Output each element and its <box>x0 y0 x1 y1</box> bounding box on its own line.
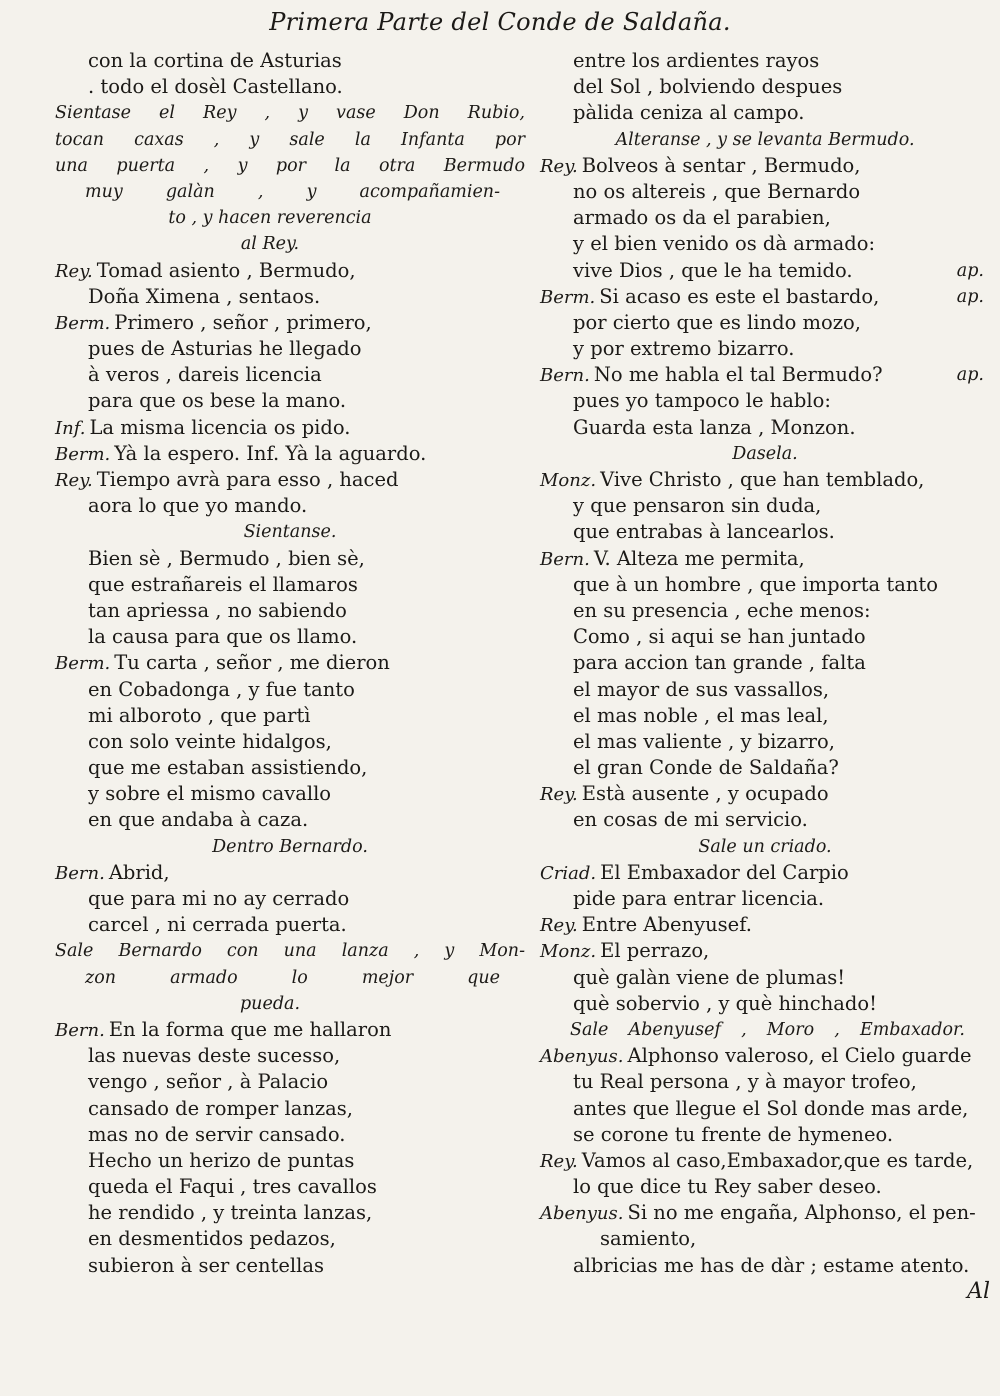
line-text: con solo veinte hidalgos, <box>88 729 332 753</box>
verse-line <box>540 258 990 284</box>
line-text: el mas valiente , y bizarro, <box>573 729 835 753</box>
stage-direction <box>55 991 525 1017</box>
catchword: Al <box>967 1279 990 1304</box>
line-text: tan apriessa , no sabiendo <box>88 598 347 622</box>
line-text: Guarda esta lanza , Monzon. <box>573 415 856 439</box>
line-text: aora lo que yo mando. <box>88 494 308 518</box>
speaker-label: Rey. <box>55 470 93 491</box>
verse-text: Entre Abenyusef. <box>581 913 752 937</box>
verse-line <box>540 1122 990 1148</box>
verse-line <box>540 519 990 545</box>
speaker-label: Inf. <box>55 417 86 439</box>
page-header: Primera Parte del Conde de Saldaña. <box>269 8 731 36</box>
verse-line <box>540 415 990 441</box>
speech-line <box>55 415 525 441</box>
verse-line <box>55 1226 525 1252</box>
verse-line <box>540 572 990 598</box>
speaker-label: Bern. <box>55 862 105 884</box>
line-text: que estrañareis el llamaros <box>88 572 358 596</box>
verse-text: V. Alteza me permita, <box>593 546 805 570</box>
verse-line <box>540 965 990 991</box>
speaker-label: Monz. <box>540 470 597 491</box>
line-text: y el bien venido os dà armado: <box>573 232 876 256</box>
verse-line <box>540 598 990 624</box>
verse-line <box>540 755 990 781</box>
verse-line <box>55 886 525 912</box>
aside-marker: ap. <box>956 365 984 386</box>
speech-line <box>540 284 990 310</box>
verse-line <box>55 729 525 755</box>
verse-text: El perrazo, <box>600 939 710 963</box>
verse-text: Alphonso valeroso, el Cielo guarde <box>627 1044 972 1068</box>
line-text: entre los ardientes rayos <box>573 49 820 72</box>
verse-line <box>55 546 525 572</box>
verse-text: Yà la espero. Inf. Yà la aguardo. <box>114 441 427 465</box>
verse-line <box>540 1096 990 1122</box>
line-text: con la cortina de Asturias <box>88 49 342 72</box>
verse-line <box>55 572 525 598</box>
verse-line <box>55 1253 525 1279</box>
verse-line <box>55 677 525 703</box>
line-text: pueda. <box>239 993 301 1014</box>
speaker-label: Berm. <box>55 653 111 675</box>
stage-direction <box>55 127 525 153</box>
line-text: mi alboroto , que partì <box>88 703 311 727</box>
verse-line <box>540 1174 990 1200</box>
verse-line <box>55 48 525 74</box>
speaker-label: Rey. <box>540 155 578 177</box>
line-text: al Rey. <box>240 234 300 255</box>
line-text: vengo , señor , à Palacio <box>88 1070 329 1094</box>
verse-line <box>55 388 525 414</box>
verse-text: Tomad asiento , Bermudo, <box>96 258 356 282</box>
verse-line <box>540 703 990 729</box>
speech-line <box>540 912 990 938</box>
line-text: una puerta , y por la otra Bermudo <box>55 155 525 176</box>
aside-marker: ap. <box>956 286 984 307</box>
line-text: el mas noble , el mas leal, <box>573 703 829 727</box>
left-column <box>55 48 525 1279</box>
verse-text: Vamos al caso,Embaxador,que es tarde, <box>581 1148 974 1172</box>
line-text: que entrabas à lancearlos. <box>573 520 835 544</box>
verse-text: Tu carta , señor , me dieron <box>114 651 390 675</box>
line-text: muy galàn , y acompañamien- <box>85 181 500 202</box>
line-text: en su presencia , eche menos: <box>573 598 871 622</box>
stage-direction <box>55 938 525 964</box>
speech-line <box>540 1043 990 1069</box>
speech-line <box>55 310 525 336</box>
speaker-label: Berm. <box>55 443 111 465</box>
verse-line <box>540 624 990 650</box>
stage-direction <box>55 100 525 126</box>
speaker-label: Berm. <box>55 312 111 334</box>
speaker-label: Rey. <box>540 784 578 806</box>
line-text: y que pensaron sin duda, <box>573 494 822 518</box>
speech-line <box>540 1148 990 1174</box>
verse-line <box>540 388 990 414</box>
speaker-label: Bern. <box>540 548 590 570</box>
stage-direction <box>540 834 990 860</box>
speaker-label: Berm. <box>540 286 596 308</box>
verse-line <box>540 336 990 362</box>
verse-line <box>540 231 990 257</box>
stage-direction <box>540 127 990 153</box>
verse-text: Si acaso es este el bastardo, <box>599 284 880 308</box>
verse-line <box>540 100 990 126</box>
speaker-label: Bern. <box>540 365 590 387</box>
line-text: Hecho un herizo de puntas <box>88 1148 355 1172</box>
line-text: samiento, <box>600 1227 697 1251</box>
verse-text: Tiempo avrà para esso , haced <box>96 468 399 491</box>
line-text: para que os bese la mano. <box>88 389 347 413</box>
stage-direction <box>540 1017 990 1043</box>
line-text: Sientanse. <box>243 522 337 543</box>
speech-line <box>55 650 525 676</box>
line-text: para accion tan grande , falta <box>573 651 866 675</box>
line-text: lo que dice tu Rey saber deseo. <box>573 1175 882 1199</box>
line-text: què galàn viene de plumas! <box>573 965 846 989</box>
line-text: què sobervio , y què hinchado! <box>573 991 877 1015</box>
line-text: pues de Asturias he llegado <box>88 337 362 361</box>
line-text: carcel , ni cerrada puerta. <box>88 913 347 937</box>
speaker-label: Rey. <box>540 915 578 937</box>
verse-line <box>540 991 990 1017</box>
verse-line <box>540 650 990 676</box>
speech-line <box>540 860 990 886</box>
verse-line <box>540 1226 990 1252</box>
stage-direction <box>55 179 525 205</box>
line-text: Sale Abenyusef , Moro , Embaxador. <box>570 1019 965 1040</box>
verse-line <box>55 1122 525 1148</box>
verse-line <box>540 807 990 833</box>
line-text: se corone tu frente de hymeneo. <box>573 1122 894 1146</box>
line-text: cansado de romper lanzas, <box>88 1096 354 1120</box>
stage-direction <box>55 231 525 257</box>
speech-line <box>55 860 525 886</box>
stage-direction <box>55 965 525 991</box>
line-text: Sale Bernardo con una lanza , y Mon- <box>55 941 525 962</box>
verse-line <box>540 48 990 74</box>
verse-line <box>540 729 990 755</box>
verse-line <box>55 912 525 938</box>
verse-text: En la forma que me hallaron <box>108 1017 392 1041</box>
line-text: que para mi no ay cerrado <box>88 887 350 910</box>
line-text: Doña Ximena , sentaos. <box>88 284 321 308</box>
verse-line <box>55 1096 525 1122</box>
line-text: tu Real persona , y à mayor trofeo, <box>573 1070 917 1094</box>
line-text: Alteranse , y se levanta Bermudo. <box>615 129 915 150</box>
speaker-label: Bern. <box>55 1019 105 1041</box>
stage-direction <box>540 441 990 467</box>
speaker-label: Rey. <box>540 1150 578 1172</box>
verse-line <box>55 755 525 781</box>
verse-line <box>55 807 525 833</box>
verse-line <box>540 493 990 519</box>
line-text: antes que llegue el Sol donde mas arde, <box>573 1096 969 1120</box>
verse-line <box>55 1043 525 1069</box>
aside-marker: ap. <box>956 260 984 281</box>
verse-text: La misma licencia os pido. <box>89 415 351 439</box>
verse-line <box>55 74 525 100</box>
speaker-label: Monz. <box>540 941 597 963</box>
line-text: to , y hacen reverencia <box>168 208 372 229</box>
right-column <box>540 48 990 1279</box>
verse-line <box>55 336 525 362</box>
line-text: armado os da el parabien, <box>573 206 831 230</box>
verse-line <box>55 1200 525 1226</box>
verse-text: Està ausente , y ocupado <box>581 782 829 806</box>
verse-line <box>540 1253 990 1279</box>
verse-line <box>540 677 990 703</box>
verse-text: Abrid, <box>108 860 170 884</box>
verse-line <box>55 703 525 729</box>
speech-line <box>540 1200 990 1226</box>
speech-line <box>540 781 990 807</box>
speech-line <box>55 258 525 284</box>
verse-line <box>55 284 525 310</box>
verse-line <box>55 1174 525 1200</box>
line-text: la causa para que os llamo. <box>88 625 358 649</box>
speech-line <box>540 938 990 964</box>
line-text: el mayor de sus vassallos, <box>573 677 830 701</box>
verse-line <box>540 179 990 205</box>
line-text: tocan caxas , y sale la Infanta por <box>55 129 525 150</box>
line-text: zon armado lo mejor que <box>85 967 500 988</box>
line-text: he rendido , y treinta lanzas, <box>88 1201 373 1225</box>
line-text: Sale un criado. <box>698 836 832 857</box>
line-text: Sientase el Rey , y vase Don Rubio, <box>55 103 525 124</box>
verse-line <box>540 74 990 100</box>
verse-line <box>55 493 525 519</box>
line-text: queda el Faqui , tres cavallos <box>88 1175 377 1199</box>
verse-line <box>55 781 525 807</box>
line-text: vive Dios , que le ha temido. <box>573 258 853 282</box>
verse-line <box>55 362 525 388</box>
verse-line <box>55 1069 525 1095</box>
line-text: y por extremo bizarro. <box>573 337 795 361</box>
line-text: mas no de servir cansado. <box>88 1122 346 1146</box>
line-text: pide para entrar licencia. <box>573 887 825 910</box>
line-text: Dasela. <box>732 443 798 464</box>
line-text: pàlida ceniza al campo. <box>573 101 805 125</box>
line-text: no os altereis , que Bernardo <box>573 179 861 203</box>
speaker-label: Abenyus. <box>540 1203 624 1225</box>
verse-text: Vive Christo , que han temblado, <box>600 468 925 491</box>
stage-direction <box>55 519 525 545</box>
line-text: pues yo tampoco le hablo: <box>573 389 831 413</box>
stage-direction <box>55 834 525 860</box>
line-text: el gran Conde de Saldaña? <box>573 756 839 780</box>
line-text: en cosas de mi servicio. <box>573 808 808 832</box>
line-text: Dentro Bernardo. <box>212 836 368 857</box>
verse-text: Si no me engaña, Alphonso, el pen- <box>627 1201 976 1225</box>
verse-text: El Embaxador del Carpio <box>600 860 849 884</box>
speaker-label: Criad. <box>540 862 597 884</box>
verse-text: Bolveos à sentar , Bermudo, <box>581 153 861 177</box>
verse-line <box>55 1148 525 1174</box>
speaker-label: Rey. <box>55 260 93 282</box>
speech-line <box>55 1017 525 1043</box>
line-text: que me estaban assistiendo, <box>88 756 368 780</box>
line-text: en desmentidos pedazos, <box>88 1227 336 1251</box>
speech-line <box>540 546 990 572</box>
line-text: y sobre el mismo cavallo <box>88 782 332 806</box>
stage-direction <box>55 153 525 179</box>
line-text: albricias me has de dàr ; estame atento. <box>573 1253 970 1277</box>
line-text: en Cobadonga , y fue tanto <box>88 677 355 701</box>
speech-line <box>540 153 990 179</box>
line-text: del Sol , bolviendo despues <box>573 75 843 99</box>
speaker-label: Abenyus. <box>540 1046 624 1068</box>
speech-line <box>540 362 990 388</box>
verse-text: Primero , señor , primero, <box>114 310 372 334</box>
verse-line <box>540 886 990 912</box>
verse-line <box>55 624 525 650</box>
verse-line <box>540 1069 990 1095</box>
line-text: subieron à ser centellas <box>88 1253 325 1277</box>
line-text: à veros , dareis licencia <box>88 363 322 387</box>
line-text: las nuevas deste sucesso, <box>88 1044 341 1068</box>
speech-line <box>55 441 525 467</box>
verse-text: No me habla el tal Bermudo? <box>593 363 883 387</box>
verse-line <box>540 205 990 231</box>
line-text: Como , si aqui se han juntado <box>573 625 866 649</box>
stage-direction <box>55 205 525 231</box>
line-text: que à un hombre , que importa tanto <box>573 572 938 596</box>
line-text: . todo el dosèl Castellano. <box>88 75 343 99</box>
verse-line <box>540 310 990 336</box>
verse-line <box>55 598 525 624</box>
line-text: Bien sè , Bermudo , bien sè, <box>88 546 365 570</box>
speech-line <box>55 467 525 493</box>
line-text: en que andaba à caza. <box>88 808 309 832</box>
speech-line <box>540 467 990 493</box>
line-text: por cierto que es lindo mozo, <box>573 310 861 334</box>
